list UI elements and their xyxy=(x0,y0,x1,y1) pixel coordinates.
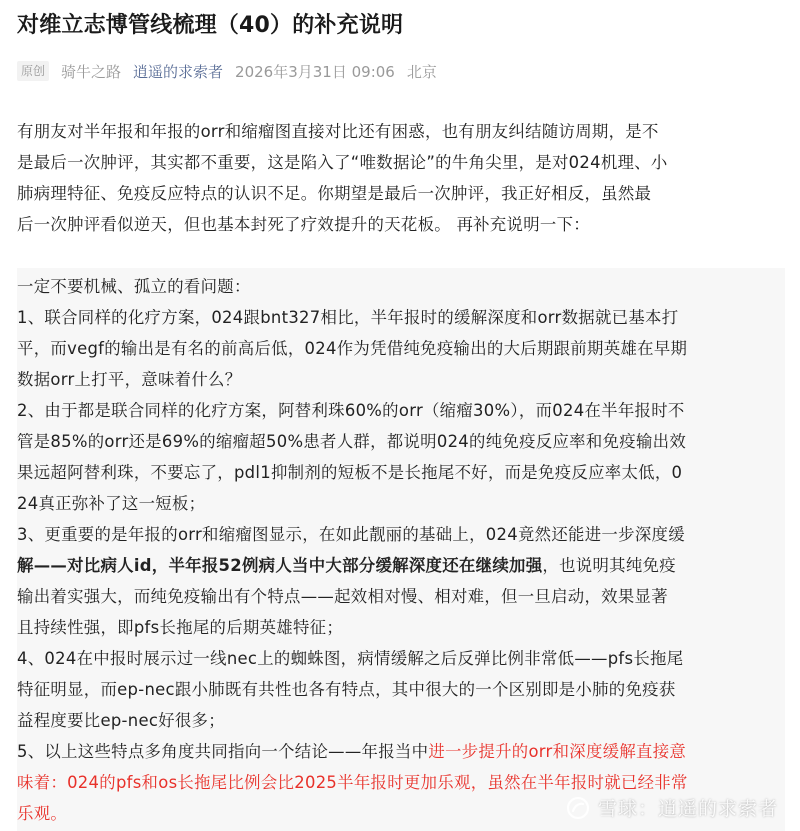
point-3-line: 且持续性强，即pfs长拖尾的后期英雄特征； xyxy=(17,618,344,637)
point-3-line xyxy=(17,550,785,581)
point-5-highlight-line: 味着：024的pfs和os长拖尾比例会比2025半年报时更加乐观，虽然在半年报时就已经非常 xyxy=(17,773,688,792)
author-link[interactable]: 逍遥的求索者 xyxy=(133,62,224,81)
publish-location: 北京 xyxy=(406,62,437,81)
source-name: 骑牛之路 xyxy=(61,62,122,81)
intro-paragraph xyxy=(17,116,787,240)
point-1-line: 数据orr上打平，意味着什么？ xyxy=(17,370,242,389)
original-badge: 原创 xyxy=(17,61,49,81)
intro-line: 后一次肿评看似逆天，但也基本封死了疗效提升的天花板。 再补充说明一下： xyxy=(17,215,590,234)
point-4-line: 特征明显，而ep-nec跟小肺既有共性也各有特点，其中很大的一个区别即是小肺的免疫获 xyxy=(17,680,676,699)
point-2-line: 果远超阿替利珠，不要忘了，pdl1抑制剂的短板不是长拖尾不好，而是免疫反应率太低，0 xyxy=(17,463,683,482)
point-3-line: 输出着实强大，而纯免疫输出有个特点——起效相对慢、相对难，但一旦启动，效果显著 xyxy=(17,587,668,606)
point-2-line: 2、由于都是联合同样的化疗方案，阿替利珠60%的orr（缩瘤30%），而024在半年报时不 xyxy=(17,401,685,420)
quote-block xyxy=(17,268,785,831)
point-5-line xyxy=(17,736,785,767)
quote-heading: 一定不要机械、孤立的看问题： xyxy=(17,277,251,296)
publish-date: 2026年3月31日 09:06 xyxy=(235,62,395,81)
point-2-line: 24真正弥补了这一短板； xyxy=(17,494,206,513)
point-4-line: 益程度要比ep-nec好很多； xyxy=(17,711,225,730)
point-3-line: 3、更重要的是年报的orr和缩瘤图显示，在如此靓丽的基础上，024竟然还能进一步深度缓 xyxy=(17,525,685,544)
point-1-line: 1、联合同样的化疗方案，024跟bnt327相比，半年报时的缓解深度和orr数据就已基本打 xyxy=(17,308,679,327)
snowball-logo-icon xyxy=(566,796,590,820)
point-2-line: 管是85%的orr还是69%的缩瘤超50%患者人群，都说明024的纯免疫反应率和免疫输出效 xyxy=(17,432,687,451)
article-meta xyxy=(17,60,437,82)
point-5-highlight: 进一步提升的orr和深度缓解直接意 xyxy=(428,742,687,761)
point-3-bold-text: 解——对比病人id，半年报52例病人当中大部分缓解深度还在继续加强 xyxy=(17,556,543,575)
quote-content xyxy=(17,268,785,829)
point-4-line: 4、024在中报时展示过一线nec上的蜘蛛图，病情缓解之后反弹比例非常低——pfs长拖尾 xyxy=(17,649,684,668)
point-5-text: 5、以上这些特点多角度共同指向一个结论——年报当中 xyxy=(17,742,429,761)
watermark-text: 雪球：逍遥的求索者 xyxy=(597,798,778,820)
article-title: 对维立志博管线梳理（40）的补充说明 xyxy=(17,13,404,38)
intro-line: 是最后一次肿评，其实都不重要，这是陷入了“唯数据论”的牛角尖里，是对024机理、小 xyxy=(17,153,668,172)
point-3-text: ，也说明其纯免疫 xyxy=(542,556,676,575)
watermark xyxy=(566,794,778,821)
intro-line: 有朋友对半年报和年报的orr和缩瘤图直接对比还有困惑，也有朋友纠结随访周期，是不 xyxy=(17,122,659,141)
point-1-line: 平，而vegf的输出是有名的前高后低，024作为凭借纯免疫输出的大后期跟前期英雄在早期 xyxy=(17,339,688,358)
intro-line: 肺病理特征、免疫反应特点的认识不足。你期望是最后一次肿评，我正好相反，虽然最 xyxy=(17,184,652,203)
point-5-highlight-line: 乐观。 xyxy=(17,804,68,823)
